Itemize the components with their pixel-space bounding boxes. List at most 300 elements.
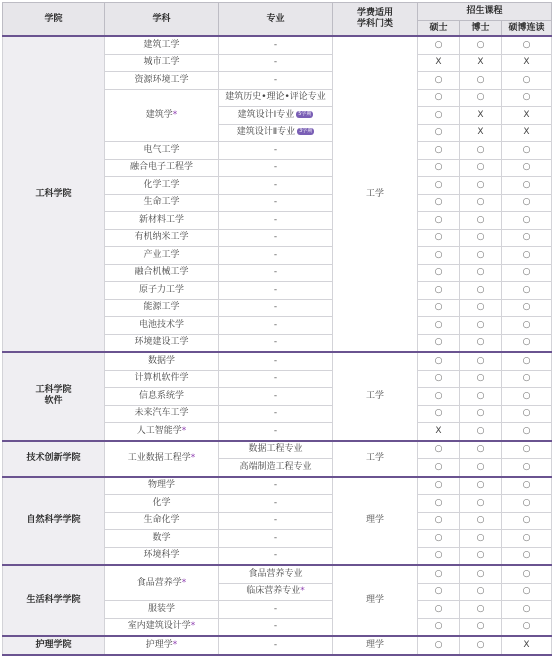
doctor-mark-cell xyxy=(460,72,502,90)
major-name: 能源工学 xyxy=(143,302,180,313)
cross-mark-icon: X xyxy=(523,109,530,120)
circle-mark-icon: ○ xyxy=(434,568,443,579)
specialty-name: - xyxy=(273,74,278,85)
asterisk-marker: * xyxy=(172,639,178,650)
circle-mark-icon: ○ xyxy=(476,302,485,313)
cross-mark-icon: X xyxy=(523,127,530,138)
specialty-name: - xyxy=(273,603,278,614)
fee-category-cell: 理学 xyxy=(333,477,418,566)
master-mark-cell xyxy=(418,72,460,90)
college-cell: 生活科学学院 xyxy=(3,565,105,636)
master-mark-cell xyxy=(418,299,460,317)
specialty-name: - xyxy=(273,373,278,384)
header-college: 学院 xyxy=(3,3,105,37)
circle-mark-icon: ○ xyxy=(434,232,443,243)
major-cell xyxy=(105,441,219,477)
asterisk-marker: * xyxy=(172,109,178,120)
combined-mark-cell xyxy=(502,159,552,177)
master-mark-cell xyxy=(418,124,460,142)
master-mark-cell xyxy=(418,405,460,423)
specialty-name: - xyxy=(273,267,278,278)
master-mark-cell xyxy=(418,423,460,441)
specialty-name: - xyxy=(273,319,278,330)
specialty-name: - xyxy=(273,480,278,491)
specialty-name: - xyxy=(273,39,278,50)
specialty-cell xyxy=(219,370,333,388)
circle-mark-icon: ○ xyxy=(476,179,485,190)
asterisk-marker: * xyxy=(190,621,196,632)
circle-mark-icon: ○ xyxy=(476,355,485,366)
specialty-name: 临床营养专业 xyxy=(246,586,301,597)
cross-mark-icon: X xyxy=(435,425,442,436)
specialty-name: - xyxy=(273,232,278,243)
major-name: 城市工学 xyxy=(143,57,180,68)
master-mark-cell xyxy=(418,107,460,125)
circle-mark-icon: ○ xyxy=(434,337,443,348)
doctor-mark-cell xyxy=(460,583,502,601)
major-cell xyxy=(105,194,219,212)
circle-mark-icon: ○ xyxy=(434,214,443,225)
circle-mark-icon: ○ xyxy=(522,621,531,632)
specialty-name: - xyxy=(273,284,278,295)
specialty-cell xyxy=(219,212,333,230)
circle-mark-icon: ○ xyxy=(522,550,531,561)
major-name: 融合机械工学 xyxy=(134,267,189,278)
major-name: 原子力工学 xyxy=(138,284,184,295)
combined-mark-cell xyxy=(502,441,552,459)
doctor-mark-cell xyxy=(460,530,502,548)
combined-mark-cell xyxy=(502,89,552,107)
circle-mark-icon: ○ xyxy=(522,461,531,472)
specialty-name: - xyxy=(273,639,278,650)
circle-mark-icon: ○ xyxy=(434,461,443,472)
master-mark-cell xyxy=(418,159,460,177)
circle-mark-icon: ○ xyxy=(476,232,485,243)
master-mark-cell xyxy=(418,512,460,530)
circle-mark-icon: ○ xyxy=(434,603,443,614)
specialty-name: - xyxy=(273,249,278,260)
circle-mark-icon: ○ xyxy=(434,39,443,50)
specialty-cell xyxy=(219,530,333,548)
circle-mark-icon: ○ xyxy=(434,532,443,543)
major-cell xyxy=(105,388,219,406)
table-row xyxy=(3,441,552,459)
major-name: 食品营养学 xyxy=(136,577,182,588)
cross-mark-icon: X xyxy=(435,57,442,68)
master-mark-cell xyxy=(418,212,460,230)
circle-mark-icon: ○ xyxy=(476,284,485,295)
doctor-mark-cell xyxy=(460,159,502,177)
major-name: 生命化学 xyxy=(143,515,180,526)
major-cell xyxy=(105,212,219,230)
circle-mark-icon: ○ xyxy=(522,197,531,208)
doctor-mark-cell xyxy=(460,459,502,477)
doctor-mark-cell xyxy=(460,54,502,72)
specialty-name: - xyxy=(273,179,278,190)
header-courses: 招生课程 xyxy=(418,3,552,21)
doctor-mark-cell xyxy=(460,299,502,317)
header-fee-category-label: 学费适用 学科门类 xyxy=(356,8,393,29)
specialty-cell xyxy=(219,601,333,619)
major-cell xyxy=(105,334,219,352)
circle-mark-icon: ○ xyxy=(476,639,485,650)
major-name: 化学工学 xyxy=(143,179,180,190)
specialty-cell xyxy=(219,72,333,90)
circle-mark-icon: ○ xyxy=(434,390,443,401)
major-cell xyxy=(105,618,219,636)
programs-table xyxy=(2,2,552,656)
circle-mark-icon: ○ xyxy=(476,515,485,526)
doctor-mark-cell xyxy=(460,636,502,655)
circle-mark-icon: ○ xyxy=(434,284,443,295)
combined-mark-cell xyxy=(502,370,552,388)
doctor-mark-cell xyxy=(460,370,502,388)
specialty-cell xyxy=(219,89,333,107)
circle-mark-icon: ○ xyxy=(476,621,485,632)
combined-mark-cell xyxy=(502,107,552,125)
master-mark-cell xyxy=(418,142,460,160)
header-doctor: 博士 xyxy=(460,21,502,37)
circle-mark-icon: ○ xyxy=(434,373,443,384)
specialty-name: - xyxy=(273,425,278,436)
specialty-cell xyxy=(219,618,333,636)
circle-mark-icon: ○ xyxy=(434,109,443,120)
semester-badge: 3学期 xyxy=(299,128,313,135)
major-name: 生命工学 xyxy=(143,197,180,208)
major-name: 物理学 xyxy=(147,480,175,491)
major-cell xyxy=(105,352,219,370)
specialty-cell xyxy=(219,54,333,72)
combined-mark-cell xyxy=(502,547,552,565)
fee-category-cell: 理学 xyxy=(333,565,418,636)
combined-mark-cell xyxy=(502,405,552,423)
specialty-name: 建筑设计Ⅰ专业 xyxy=(237,109,295,120)
circle-mark-icon: ○ xyxy=(522,408,531,419)
circle-mark-icon: ○ xyxy=(476,337,485,348)
semester-badge: 5学期 xyxy=(298,110,312,117)
circle-mark-icon: ○ xyxy=(434,515,443,526)
circle-mark-icon: ○ xyxy=(522,232,531,243)
master-mark-cell xyxy=(418,177,460,195)
doctor-mark-cell xyxy=(460,317,502,335)
doctor-mark-cell xyxy=(460,405,502,423)
circle-mark-icon: ○ xyxy=(434,162,443,173)
specialty-cell xyxy=(219,36,333,54)
doctor-mark-cell xyxy=(460,388,502,406)
doctor-mark-cell xyxy=(460,441,502,459)
major-name: 工业数据工程学 xyxy=(127,453,191,463)
circle-mark-icon: ○ xyxy=(434,621,443,632)
combined-mark-cell xyxy=(502,352,552,370)
major-cell xyxy=(105,370,219,388)
specialty-name: - xyxy=(273,550,278,561)
major-name: 建筑学 xyxy=(145,109,173,120)
master-mark-cell xyxy=(418,282,460,300)
circle-mark-icon: ○ xyxy=(476,319,485,330)
major-cell xyxy=(105,512,219,530)
major-name: 信息系统学 xyxy=(138,390,184,401)
major-cell xyxy=(105,247,219,265)
circle-mark-icon: ○ xyxy=(434,444,443,455)
doctor-mark-cell xyxy=(460,247,502,265)
college-cell: 工科学院 软件 xyxy=(3,352,105,441)
specialty-name: 食品营养专业 xyxy=(248,568,303,579)
master-mark-cell xyxy=(418,334,460,352)
specialty-name: - xyxy=(273,497,278,508)
master-mark-cell xyxy=(418,441,460,459)
specialty-name: - xyxy=(273,302,278,313)
master-mark-cell xyxy=(418,352,460,370)
master-mark-cell xyxy=(418,583,460,601)
doctor-mark-cell xyxy=(460,352,502,370)
circle-mark-icon: ○ xyxy=(522,267,531,278)
master-mark-cell xyxy=(418,530,460,548)
doctor-mark-cell xyxy=(460,512,502,530)
master-mark-cell xyxy=(418,194,460,212)
specialty-cell xyxy=(219,264,333,282)
specialty-cell xyxy=(219,388,333,406)
doctor-mark-cell xyxy=(460,36,502,54)
circle-mark-icon: ○ xyxy=(434,92,443,103)
cross-mark-icon: X xyxy=(523,57,530,68)
specialty-name: - xyxy=(273,355,278,366)
doctor-mark-cell xyxy=(460,618,502,636)
major-cell xyxy=(105,547,219,565)
doctor-mark-cell xyxy=(460,177,502,195)
specialty-cell xyxy=(219,124,333,142)
circle-mark-icon: ○ xyxy=(522,179,531,190)
major-cell xyxy=(105,54,219,72)
doctor-mark-cell xyxy=(460,194,502,212)
circle-mark-icon: ○ xyxy=(434,302,443,313)
table-row xyxy=(3,352,552,370)
specialty-cell xyxy=(219,142,333,160)
specialty-name: - xyxy=(273,162,278,173)
specialty-cell xyxy=(219,495,333,513)
combined-mark-cell xyxy=(502,177,552,195)
circle-mark-icon: ○ xyxy=(434,127,443,138)
specialty-name: - xyxy=(273,57,278,68)
major-name: 数据学 xyxy=(147,355,175,366)
circle-mark-icon: ○ xyxy=(434,319,443,330)
master-mark-cell xyxy=(418,54,460,72)
circle-mark-icon: ○ xyxy=(522,337,531,348)
specialty-name: - xyxy=(273,621,278,632)
doctor-mark-cell xyxy=(460,334,502,352)
circle-mark-icon: ○ xyxy=(434,480,443,491)
specialty-cell xyxy=(219,352,333,370)
circle-mark-icon: ○ xyxy=(434,408,443,419)
major-cell xyxy=(105,477,219,495)
cross-mark-icon: X xyxy=(523,639,530,650)
combined-mark-cell xyxy=(502,530,552,548)
circle-mark-icon: ○ xyxy=(522,162,531,173)
circle-mark-icon: ○ xyxy=(522,355,531,366)
circle-mark-icon: ○ xyxy=(476,497,485,508)
specialty-cell xyxy=(219,194,333,212)
doctor-mark-cell xyxy=(460,142,502,160)
major-cell xyxy=(105,299,219,317)
master-mark-cell xyxy=(418,264,460,282)
major-cell xyxy=(105,72,219,90)
table-row xyxy=(3,36,552,54)
circle-mark-icon: ○ xyxy=(476,390,485,401)
specialty-name: - xyxy=(273,515,278,526)
asterisk-marker: * xyxy=(181,425,187,436)
specialty-cell xyxy=(219,317,333,335)
specialty-cell xyxy=(219,177,333,195)
circle-mark-icon: ○ xyxy=(522,515,531,526)
doctor-mark-cell xyxy=(460,124,502,142)
specialty-cell xyxy=(219,299,333,317)
circle-mark-icon: ○ xyxy=(522,532,531,543)
circle-mark-icon: ○ xyxy=(522,390,531,401)
circle-mark-icon: ○ xyxy=(476,461,485,472)
doctor-mark-cell xyxy=(460,229,502,247)
combined-mark-cell xyxy=(502,317,552,335)
specialty-name: - xyxy=(273,337,278,348)
master-mark-cell xyxy=(418,618,460,636)
circle-mark-icon: ○ xyxy=(522,144,531,155)
circle-mark-icon: ○ xyxy=(522,425,531,436)
circle-mark-icon: ○ xyxy=(522,568,531,579)
major-name: 电池技术学 xyxy=(138,319,184,330)
major-cell xyxy=(105,142,219,160)
combined-mark-cell xyxy=(502,459,552,477)
major-cell xyxy=(105,423,219,441)
major-name: 新材料工学 xyxy=(138,214,184,225)
circle-mark-icon: ○ xyxy=(522,214,531,225)
specialty-cell xyxy=(219,405,333,423)
doctor-mark-cell xyxy=(460,107,502,125)
major-name: 环境科学 xyxy=(143,550,180,561)
combined-mark-cell xyxy=(502,212,552,230)
circle-mark-icon: ○ xyxy=(522,586,531,597)
specialty-cell xyxy=(219,547,333,565)
circle-mark-icon: ○ xyxy=(476,444,485,455)
college-cell: 工科学院 xyxy=(3,36,105,352)
table-body xyxy=(3,36,552,655)
major-cell xyxy=(105,565,219,601)
major-cell xyxy=(105,229,219,247)
master-mark-cell xyxy=(418,247,460,265)
header-specialty: 专业 xyxy=(219,3,333,37)
doctor-mark-cell xyxy=(460,601,502,619)
master-mark-cell xyxy=(418,89,460,107)
specialty-cell xyxy=(219,334,333,352)
master-mark-cell xyxy=(418,495,460,513)
circle-mark-icon: ○ xyxy=(476,267,485,278)
circle-mark-icon: ○ xyxy=(476,92,485,103)
major-name: 产业工学 xyxy=(143,249,180,260)
major-name: 计算机软件学 xyxy=(134,373,189,384)
major-name: 电气工学 xyxy=(143,144,180,155)
combined-mark-cell xyxy=(502,334,552,352)
combined-mark-cell xyxy=(502,495,552,513)
specialty-cell xyxy=(219,107,333,125)
circle-mark-icon: ○ xyxy=(522,92,531,103)
cross-mark-icon: X xyxy=(477,127,484,138)
major-name: 人工智能学 xyxy=(136,425,182,436)
doctor-mark-cell xyxy=(460,477,502,495)
circle-mark-icon: ○ xyxy=(434,586,443,597)
major-cell xyxy=(105,177,219,195)
major-cell xyxy=(105,159,219,177)
circle-mark-icon: ○ xyxy=(434,144,443,155)
circle-mark-icon: ○ xyxy=(476,373,485,384)
major-name: 环境建设工学 xyxy=(134,337,189,348)
circle-mark-icon: ○ xyxy=(476,532,485,543)
combined-mark-cell xyxy=(502,601,552,619)
specialty-cell xyxy=(219,636,333,655)
circle-mark-icon: ○ xyxy=(522,74,531,85)
major-name: 室内建筑设计学 xyxy=(127,621,191,632)
combined-mark-cell xyxy=(502,264,552,282)
table-row xyxy=(3,565,552,583)
combined-mark-cell xyxy=(502,124,552,142)
major-cell xyxy=(105,89,219,142)
circle-mark-icon: ○ xyxy=(522,373,531,384)
major-name: 有机纳米工学 xyxy=(134,232,189,243)
major-name: 建筑工学 xyxy=(143,39,180,50)
specialty-name: - xyxy=(273,390,278,401)
circle-mark-icon: ○ xyxy=(434,497,443,508)
circle-mark-icon: ○ xyxy=(434,355,443,366)
combined-mark-cell xyxy=(502,72,552,90)
circle-mark-icon: ○ xyxy=(476,603,485,614)
combined-mark-cell xyxy=(502,423,552,441)
circle-mark-icon: ○ xyxy=(522,249,531,260)
specialty-cell xyxy=(219,441,333,459)
fee-category-cell: 工学 xyxy=(333,441,418,477)
major-cell xyxy=(105,530,219,548)
asterisk-marker: * xyxy=(181,577,187,588)
major-name: 融合电子工程学 xyxy=(129,162,193,173)
circle-mark-icon: ○ xyxy=(522,302,531,313)
combined-mark-cell xyxy=(502,229,552,247)
asterisk-marker: * xyxy=(300,586,305,597)
fee-category-cell: 工学 xyxy=(333,36,418,352)
header-master: 硕士 xyxy=(418,21,460,37)
specialty-name: 建筑历史•理论•评论专业 xyxy=(225,92,326,103)
circle-mark-icon: ○ xyxy=(434,267,443,278)
specialty-cell xyxy=(219,247,333,265)
doctor-mark-cell xyxy=(460,282,502,300)
specialty-name: 建筑设计Ⅱ专业 xyxy=(236,127,296,138)
circle-mark-icon: ○ xyxy=(434,639,443,650)
master-mark-cell xyxy=(418,601,460,619)
circle-mark-icon: ○ xyxy=(434,197,443,208)
specialty-name: - xyxy=(273,144,278,155)
specialty-cell xyxy=(219,512,333,530)
combined-mark-cell xyxy=(502,618,552,636)
combined-mark-cell xyxy=(502,565,552,583)
circle-mark-icon: ○ xyxy=(434,179,443,190)
circle-mark-icon: ○ xyxy=(476,550,485,561)
specialty-cell xyxy=(219,477,333,495)
specialty-cell xyxy=(219,229,333,247)
master-mark-cell xyxy=(418,565,460,583)
circle-mark-icon: ○ xyxy=(522,39,531,50)
specialty-cell xyxy=(219,459,333,477)
master-mark-cell xyxy=(418,317,460,335)
specialty-name: 高端制造工程专业 xyxy=(239,461,312,472)
combined-mark-cell xyxy=(502,54,552,72)
combined-mark-cell xyxy=(502,299,552,317)
combined-mark-cell xyxy=(502,583,552,601)
major-cell xyxy=(105,264,219,282)
college-cell: 护理学院 xyxy=(3,636,105,655)
